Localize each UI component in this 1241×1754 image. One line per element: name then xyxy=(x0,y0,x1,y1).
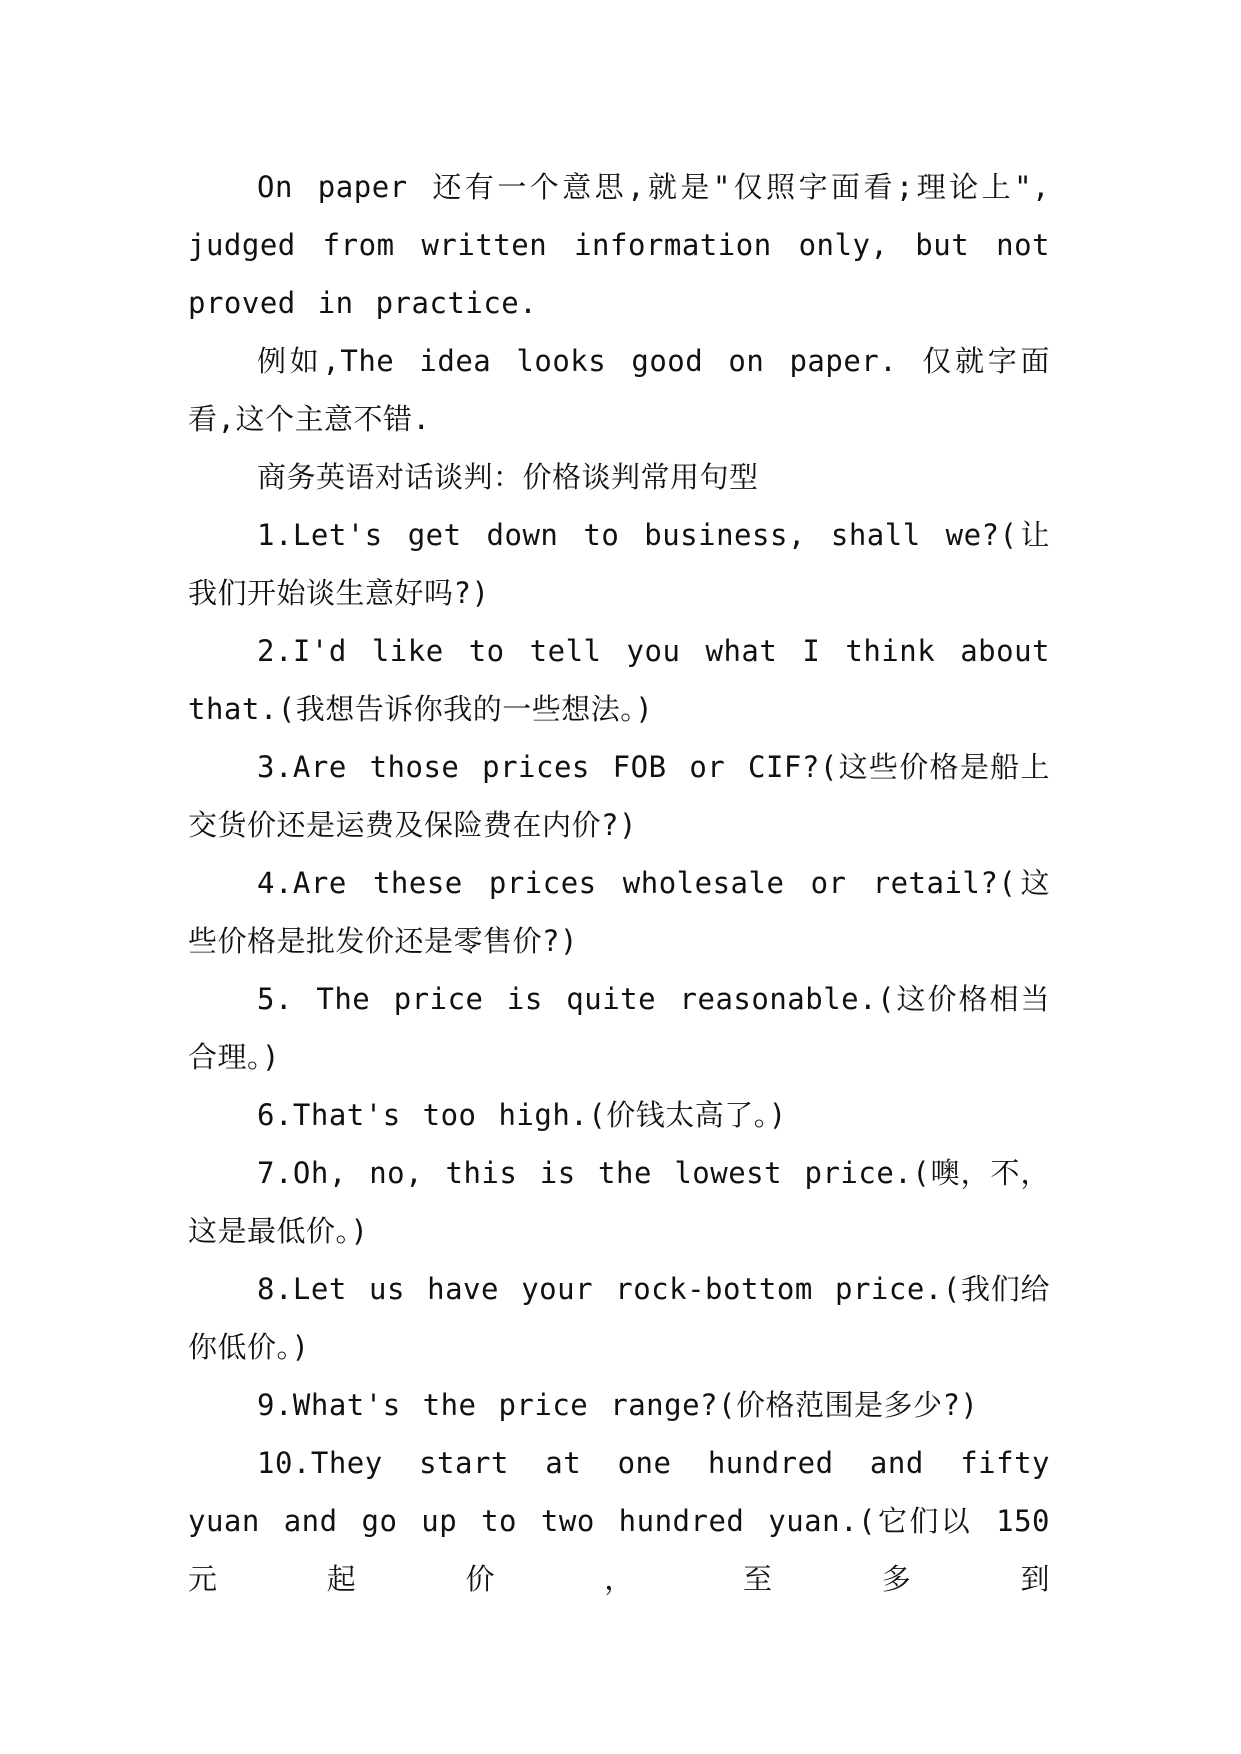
sentence-item-8: 8.Let us have your rock-bottom price.(我们给你低价。) xyxy=(188,1272,1050,1364)
paragraph-example: 例如,The idea looks good on paper. 仅就字面看,这个主意不错. xyxy=(188,344,1050,436)
sentence-item-3: 3.Are those prices FOB or CIF?(这些价格是船上交货价还是运费及保险费在内价?) xyxy=(188,750,1050,842)
sentence-item-6: 6.That's too high.(价钱太高了。) xyxy=(257,1098,787,1132)
document-body xyxy=(188,158,1050,1608)
sentence-item-9: 9.What's the price range?(价格范围是多少?) xyxy=(257,1388,979,1422)
sentence-item-7: 7.Oh, no, this is the lowest price.(噢，不，这是最低价。) xyxy=(188,1156,1050,1248)
sentence-item-1: 1.Let's get down to business, shall we?(让我们开始谈生意好吗?) xyxy=(188,518,1050,610)
sentence-item-10: 10.They start at one hundred and fifty yuan and go up to two hundred yuan.(它们以 150 元起价，至多到 xyxy=(188,1446,1050,1596)
sentence-item-4: 4.Are these prices wholesale or retail?(这些价格是批发价还是零售价?) xyxy=(188,866,1050,958)
sentence-item-5: 5. The price is quite reasonable.(这价格相当合理。) xyxy=(188,982,1050,1074)
paragraph-on-paper-meaning: On paper 还有一个意思,就是"仅照字面看;理论上", judged from written information only, but not proved in practice. xyxy=(188,170,1050,320)
sentence-item-2: 2.I'd like to tell you what I think about that.(我想告诉你我的一些想法。) xyxy=(188,634,1050,726)
section-heading: 商务英语对话谈判：价格谈判常用句型 xyxy=(257,460,759,494)
